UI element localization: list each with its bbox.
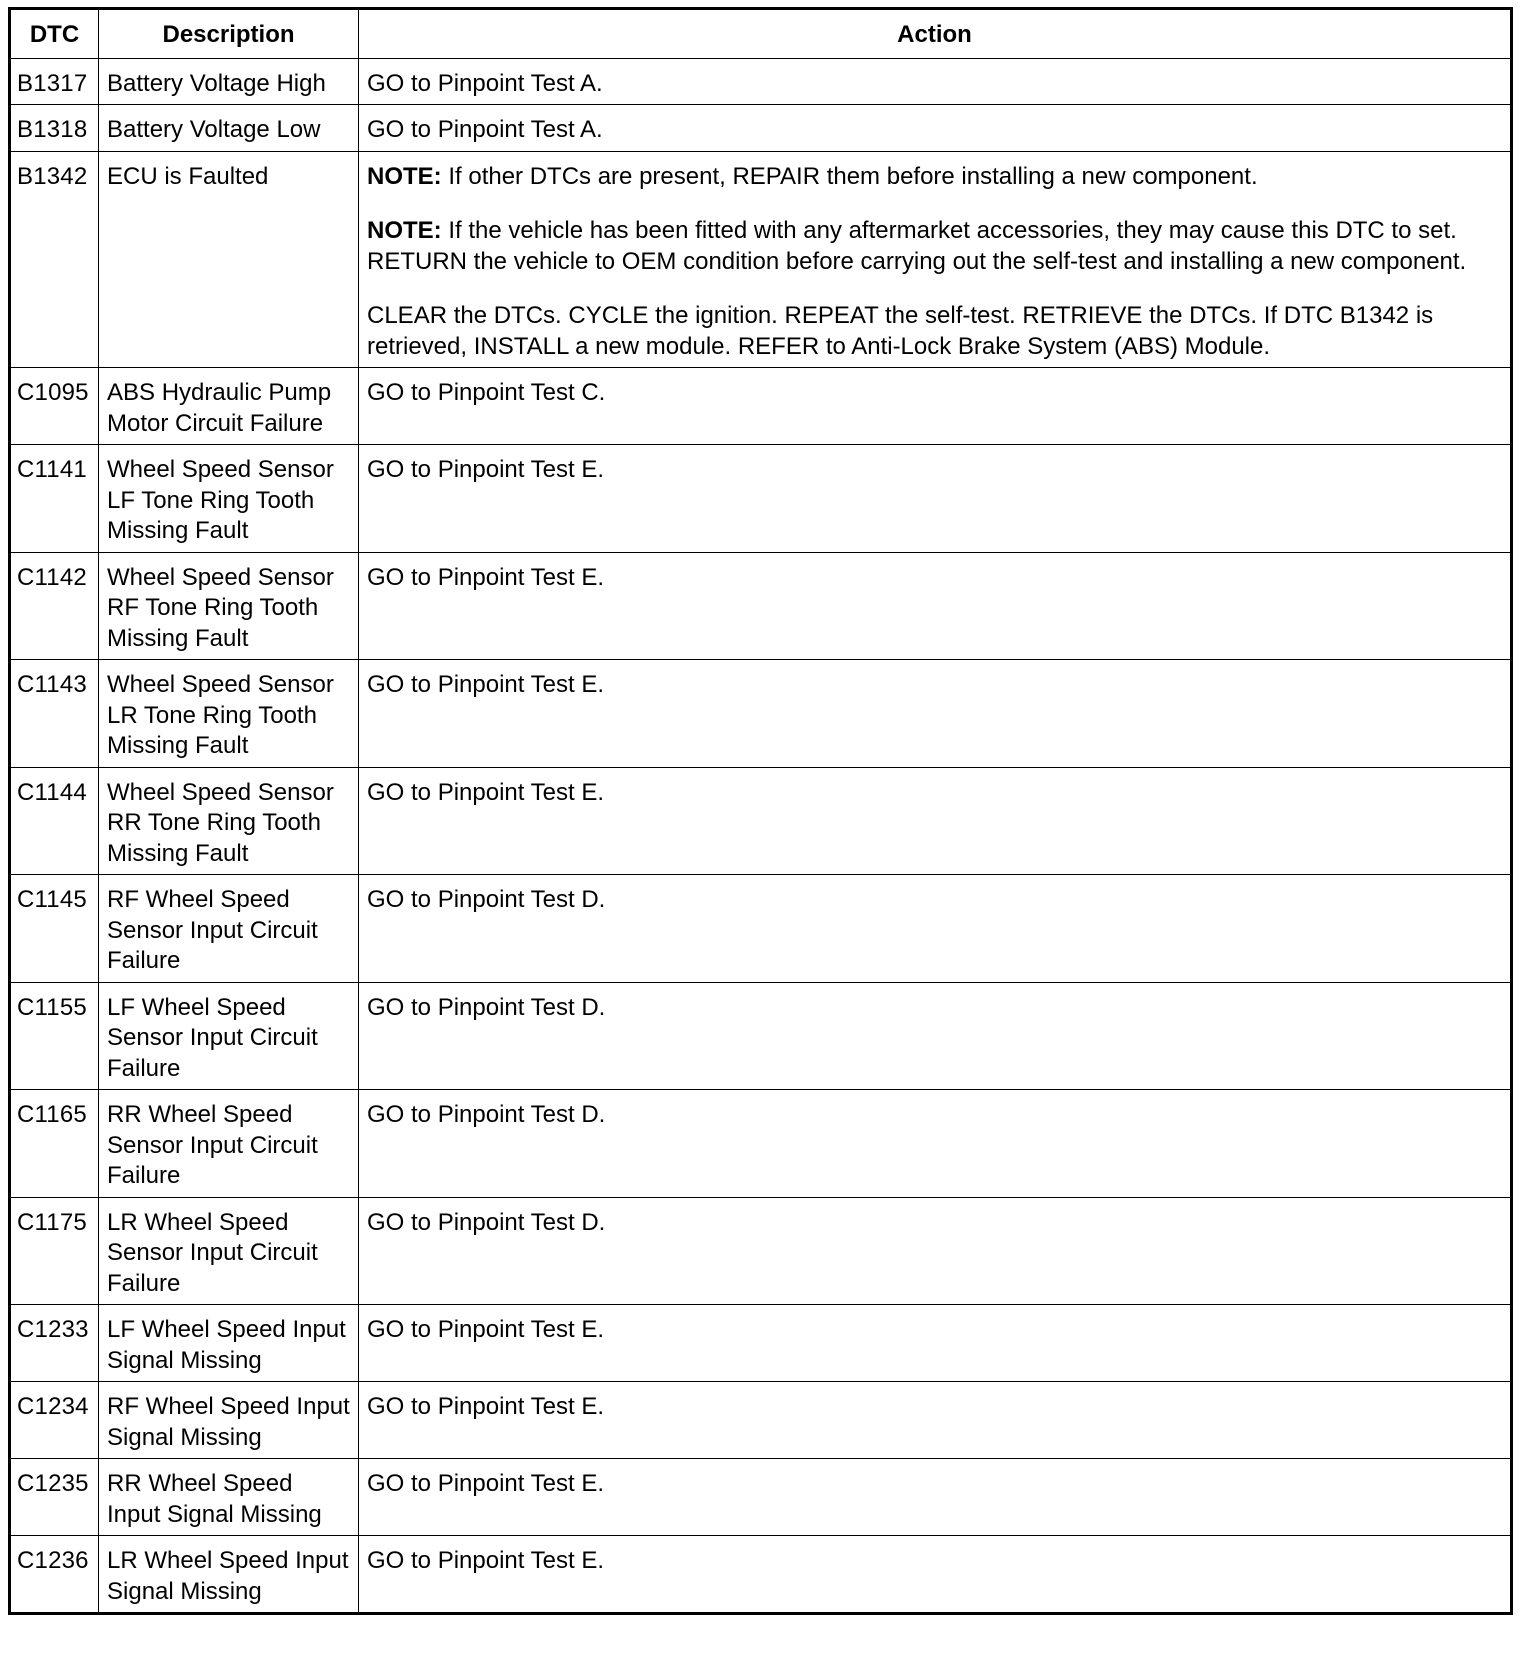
- dtc-code: C1095: [10, 368, 99, 445]
- table-row: [10, 660, 1512, 768]
- table-row: [10, 151, 1512, 368]
- note-text: If the vehicle has been fitted with any aftermarket accessories, they may cause this DTC to set. RETURN the vehicle to OEM condition before carrying out the self-test and installing a new component.: [367, 217, 1467, 275]
- table-row: [10, 1090, 1512, 1198]
- dtc-description: LR Wheel Speed Input Signal Missing: [99, 1536, 359, 1614]
- dtc-action: GO to Pinpoint Test E.: [359, 767, 1512, 875]
- note-label: NOTE:: [367, 162, 442, 190]
- table-row: [10, 368, 1512, 445]
- dtc-code: C1142: [10, 552, 99, 660]
- dtc-action: GO to Pinpoint Test D.: [359, 1197, 1512, 1305]
- dtc-code: B1318: [10, 105, 99, 152]
- dtc-description: RF Wheel Speed Input Signal Missing: [99, 1382, 359, 1459]
- dtc-description: Wheel Speed Sensor RF Tone Ring Tooth Missing Fault: [99, 552, 359, 660]
- dtc-code: B1342: [10, 151, 99, 368]
- table-row: [10, 1382, 1512, 1459]
- dtc-code: C1143: [10, 660, 99, 768]
- action-note: [367, 216, 1502, 277]
- dtc-code: C1141: [10, 445, 99, 553]
- dtc-action: GO to Pinpoint Test E.: [359, 1305, 1512, 1382]
- dtc-code: C1165: [10, 1090, 99, 1198]
- table-row: [10, 445, 1512, 553]
- action-note: [367, 162, 1502, 193]
- table-row: [10, 1305, 1512, 1382]
- dtc-code: C1175: [10, 1197, 99, 1305]
- dtc-description: ECU is Faulted: [99, 151, 359, 368]
- dtc-description: Wheel Speed Sensor LF Tone Ring Tooth Missing Fault: [99, 445, 359, 553]
- table-row: [10, 1536, 1512, 1614]
- dtc-action: [359, 151, 1512, 368]
- dtc-action: GO to Pinpoint Test C.: [359, 368, 1512, 445]
- table-row: [10, 552, 1512, 660]
- dtc-code: C1145: [10, 875, 99, 983]
- dtc-action: GO to Pinpoint Test D.: [359, 1090, 1512, 1198]
- header-description: Description: [99, 9, 359, 59]
- dtc-action: GO to Pinpoint Test D.: [359, 875, 1512, 983]
- dtc-description: Battery Voltage Low: [99, 105, 359, 152]
- dtc-action: GO to Pinpoint Test E.: [359, 445, 1512, 553]
- dtc-action: GO to Pinpoint Test E.: [359, 660, 1512, 768]
- dtc-description: RR Wheel Speed Sensor Input Circuit Failure: [99, 1090, 359, 1198]
- dtc-action: GO to Pinpoint Test E.: [359, 1382, 1512, 1459]
- dtc-description: Wheel Speed Sensor RR Tone Ring Tooth Missing Fault: [99, 767, 359, 875]
- dtc-action: GO to Pinpoint Test E.: [359, 1459, 1512, 1536]
- dtc-description: LF Wheel Speed Input Signal Missing: [99, 1305, 359, 1382]
- table-row: [10, 58, 1512, 105]
- dtc-action: GO to Pinpoint Test A.: [359, 58, 1512, 105]
- dtc-code: B1317: [10, 58, 99, 105]
- dtc-description: RF Wheel Speed Sensor Input Circuit Failure: [99, 875, 359, 983]
- header-dtc: DTC: [10, 9, 99, 59]
- dtc-description: Battery Voltage High: [99, 58, 359, 105]
- note-label: NOTE:: [367, 217, 442, 244]
- note-text: If other DTCs are present, REPAIR them before installing a new component.: [441, 162, 1258, 190]
- dtc-code: C1235: [10, 1459, 99, 1536]
- dtc-description: RR Wheel Speed Input Signal Missing: [99, 1459, 359, 1536]
- dtc-action: GO to Pinpoint Test E.: [359, 1536, 1512, 1614]
- table-row: [10, 982, 1512, 1090]
- dtc-table: [8, 7, 1513, 1615]
- table-row: [10, 875, 1512, 983]
- action-steps: CLEAR the DTCs. CYCLE the ignition. REPEAT the self-test. RETRIEVE the DTCs. If DTC B1342 is retrieved, INSTALL a new module. REFER to Anti-Lock Brake System (ABS) Module.: [367, 302, 1434, 360]
- table-row: [10, 105, 1512, 152]
- dtc-code: C1233: [10, 1305, 99, 1382]
- dtc-description: Wheel Speed Sensor LR Tone Ring Tooth Missing Fault: [99, 660, 359, 768]
- dtc-description: ABS Hydraulic Pump Motor Circuit Failure: [99, 368, 359, 445]
- table-row: [10, 767, 1512, 875]
- table-row: [10, 1197, 1512, 1305]
- dtc-code: C1144: [10, 767, 99, 875]
- dtc-action: GO to Pinpoint Test D.: [359, 982, 1512, 1090]
- table-row: [10, 1459, 1512, 1536]
- dtc-description: LF Wheel Speed Sensor Input Circuit Failure: [99, 982, 359, 1090]
- header-row: [10, 9, 1512, 59]
- dtc-description: LR Wheel Speed Sensor Input Circuit Failure: [99, 1197, 359, 1305]
- dtc-code: C1155: [10, 982, 99, 1090]
- dtc-action: GO to Pinpoint Test A.: [359, 105, 1512, 152]
- dtc-action: GO to Pinpoint Test E.: [359, 552, 1512, 660]
- dtc-code: C1236: [10, 1536, 99, 1614]
- dtc-code: C1234: [10, 1382, 99, 1459]
- header-action: Action: [359, 9, 1512, 59]
